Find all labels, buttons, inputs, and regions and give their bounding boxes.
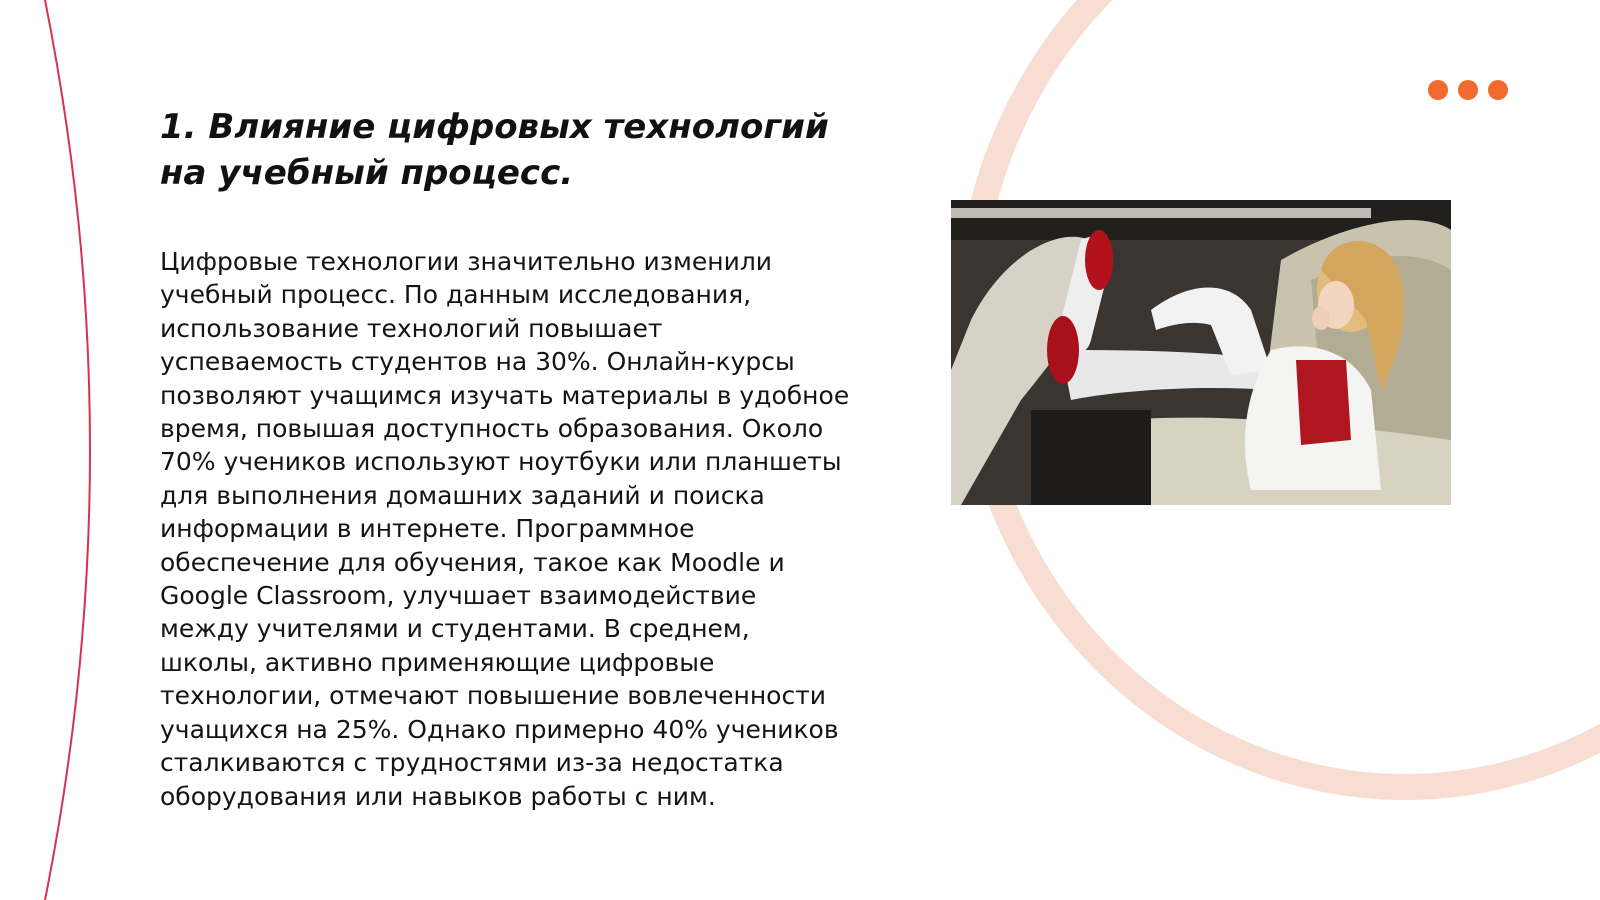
- slide-photo: [951, 200, 1451, 505]
- photo-illustration: [951, 200, 1451, 505]
- three-dots-icon: [1428, 80, 1508, 100]
- slide-body-text: Цифровые технологии значительно изменили учебный процесс. По данным исследования, использование технологий повышает успеваемость студентов на 30%. Онлайн-курсы позволяют учащимся изучать материалы в удобное время, повышая доступность образования. Около 70% учеников используют ноутбуки или планшеты для выполнения домашних заданий и поиска информации в интернете. Программное обеспечение для обучения, такое как Moodle и Google Classroom, улучшает взаимодействие между учителями и студентами. В среднем, школы, активно применяющие цифровые технологии, отмечают повышение вовлеченности учащихся на 25%. Однако примерно 40% учеников сталкиваются с трудностями из-за недостатка оборудования или навыков работы с ним.: [160, 247, 850, 811]
- dot-icon: [1458, 80, 1478, 100]
- left-decorative-curve: [0, 0, 120, 900]
- dot-icon: [1488, 80, 1508, 100]
- slide-title-line-1: 1. Влияние цифровых технологий: [160, 107, 829, 147]
- dot-icon: [1428, 80, 1448, 100]
- slide-title-line-2: на учебный процесс.: [160, 153, 574, 193]
- slide-title: [160, 104, 860, 196]
